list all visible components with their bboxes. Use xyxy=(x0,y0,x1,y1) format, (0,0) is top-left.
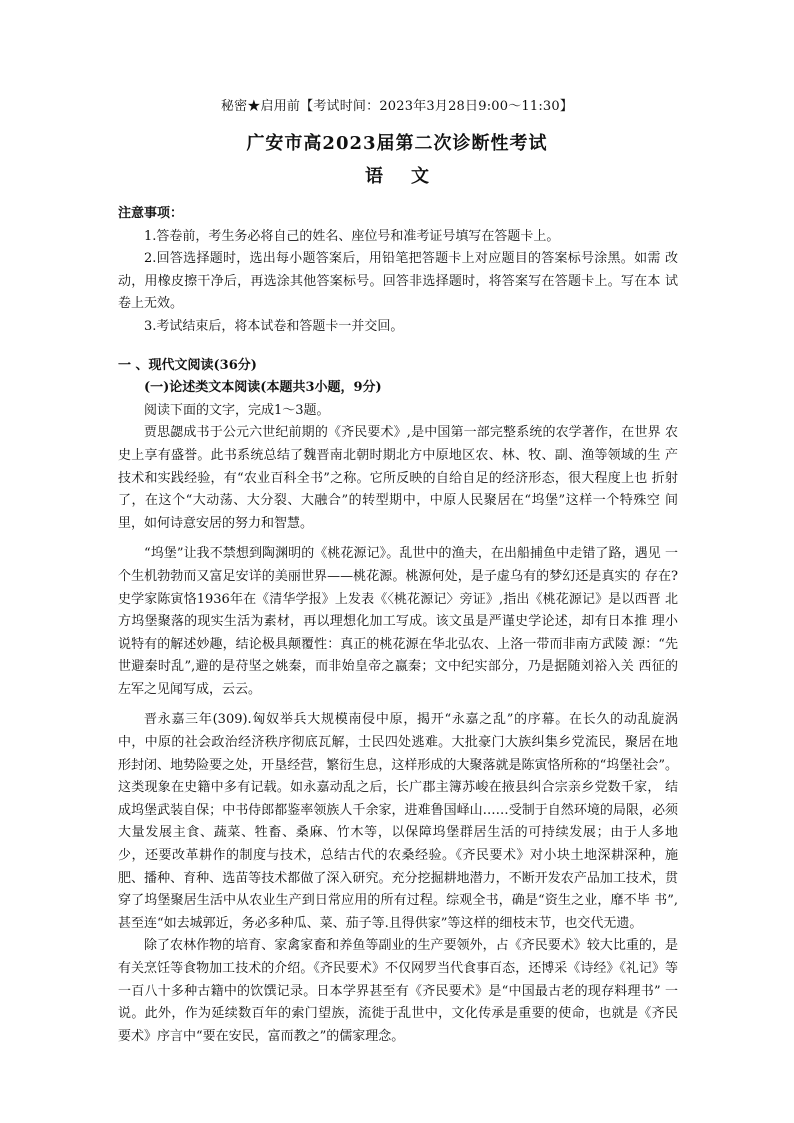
section-heading: 一 、现代文阅读(36分) xyxy=(118,357,257,373)
reading-instruction: 阅读下面的文字，完成1～3题。 xyxy=(144,402,330,418)
passage-paragraph-2: “坞堡”让我不禁想到陶渊明的《桃花源记》。乱世中的渔夫，在出船捕鱼中走错了路，遇见 一个生机勃勃而又富足安详的美丽世界——桃花源。桃源何处，是子虚乌有的梦幻还是真实的 存在?史学家陈寅恪1936年在《清华学报》上发表《〈桃花源记〉旁证》,指出《桃花源记》是以西晋 北方坞堡聚落的现实生活为素材，再以理想化加工写成。该文虽是严谨史学论述，却有日本推 理小说特有的解述妙趣，结论极具颠覆性：真正的桃花源在华北弘农、上洛一带而非南方武陵 源：“先世避秦时乱”,避的是苻坚之姚秦，而非始皇帝之嬴秦；文中纪实部分，乃是据随刘裕入关 西征的左军之见闻写成，云云。 xyxy=(118,546,678,697)
subject-title: 语文 xyxy=(365,166,457,187)
passage-paragraph-1: 贾思勰成书于公元六世纪前期的《齐民要术》,是中国第一部完整系统的农学著作，在世界 农史上享有盛誉。此书系统总结了魏晋南北朝时期北方中原地区农、林、牧、副、渔等领域的生 产技术和实践经验，有“农业百科全书”之称。它所反映的自给自足的经济形态，很大程度上也 折射了，在这个“大动荡、大分裂、大融合”的转型期中，中原人民聚居在“坞堡”这样一个特殊空 间里，如何诗意安居的努力和智慧。 xyxy=(118,425,678,531)
passage-paragraph-3: 晋永嘉三年(309).匈奴举兵大规模南侵中原，揭开“永嘉之乱”的序幕。在长久的动乱旋涡 中，中原的社会政治经济秩序彻底瓦解，士民四处逃难。大批豪门大族纠集乡党流民，聚居在地 形封闭、地势险要之处，开垦经营，繁衍生息，这样形成的大聚落就是陈寅恪所称的“坞堡社会”。 这类现象在史籍中多有记载。如永嘉动乱之后，长广郡主簿苏峻在掖县纠合宗亲乡党数千家， 结成坞堡武装自保；中书侍郎都鉴率领族人千余家，进难鲁国峄山……受制于自然环境的局限，必须大量发展主食、蔬菜、牲畜、桑麻、竹木等，以保障坞堡群居生活的可持续发展；由于人多地 少，还要改革耕作的制度与技术，总结古代的农桑经验。《齐民要术》对小块土地深耕深种，施 肥、播种、育种、选苗等技术都做了深入研究。充分挖掘耕地潜力，不断开发农产品加工技术，贯 穿了坞堡聚居生活中从农业生产到日常应用的所有过程。综观全书，确是“资生之业，靡不毕 书”,甚至连“如去城郭近，务必多种瓜、菜、茄子等.且得供家”等这样的细枝末节，也交代无遗。 xyxy=(118,712,678,931)
notice-item-2: 2.回答选择题时，选出每小题答案后，用铅笔把答题卡上对应题目的答案标号涂黑。如需 改动，用橡皮擦干净后，再选涂其他答案标号。回答非选择题时，将答案写在答题卡上。写在本 试卷上无效。 xyxy=(118,251,678,312)
exam-title: 广安市高2023届第二次诊断性考试 xyxy=(246,133,548,154)
notice-heading: 注意事项： xyxy=(118,206,184,221)
exam-body xyxy=(118,203,678,1048)
notice-item-3: 3.考试结束后，将本试卷和答题卡一并交回。 xyxy=(144,318,404,334)
confidential-notice: 秘密★启用前【考试时间：2023年3月28日9:00～11:30】 xyxy=(220,99,574,114)
subsection-heading: (一)论述类文本阅读(本题共3小题，9分) xyxy=(144,380,382,396)
notice-item-1: 1.答卷前，考生务必将自己的姓名、座位号和准考证号填写在答题卡上。 xyxy=(144,228,560,244)
passage-paragraph-4: 除了农林作物的培育、家禽家畜和养鱼等副业的生产要领外，占《齐民要术》较大比重的，是 有关烹饪等食物加工技术的介绍。《齐民要术》不仅网罗当代食事百态，还博采《诗经》《礼记》等 一百八十多种古籍中的饮馔记录。日本学界甚至有《齐民要术》是“中国最古老的现存料理书” 一说。此外，作为延续数百年的索门望族，流徙于乱世中，文化传承是重要的使命，也就是《齐民 要术》序言中“要在安民，富而教之”的儒家理念。 xyxy=(118,938,678,1044)
